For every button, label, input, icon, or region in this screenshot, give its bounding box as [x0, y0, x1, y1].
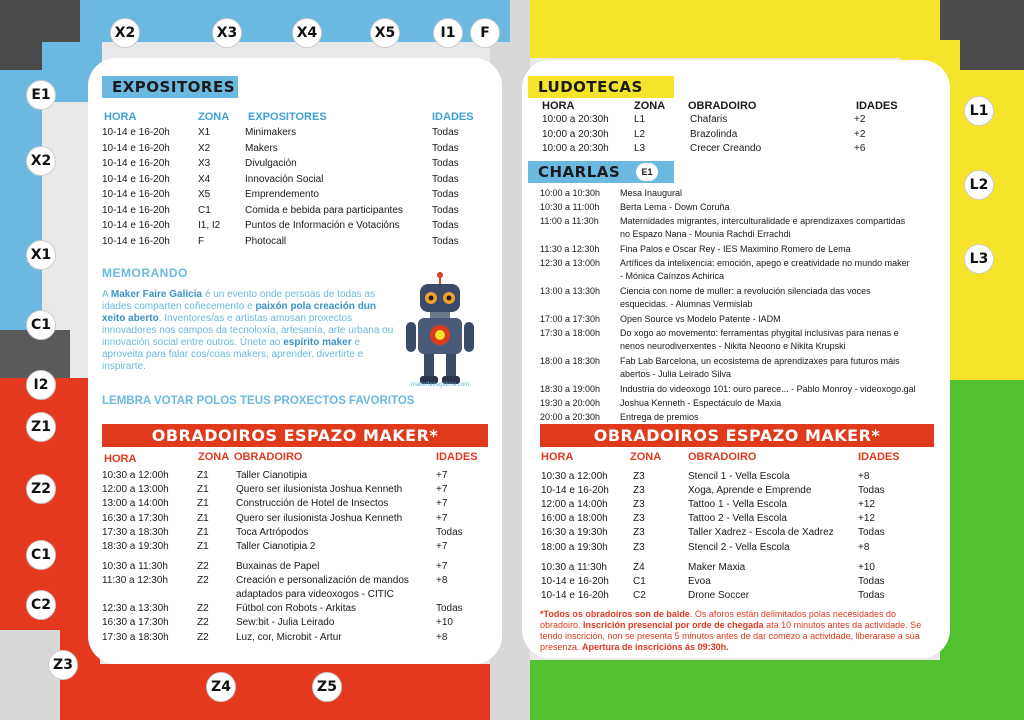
note-bold-3: Apertura de inscricións ás 09:30h. — [582, 642, 729, 652]
row-hora: 10:00 a 20:30h — [542, 114, 609, 125]
zone-marker-e1: E1 — [26, 80, 56, 110]
note-bold-1: *Todos os obradoiros son de balde — [540, 609, 690, 619]
row-hora: 12:30 a 13:30h — [102, 603, 169, 614]
row-charla: Open Source vs Modelo Patente - IADM — [620, 314, 781, 324]
row-idades: +2 — [854, 128, 866, 140]
expositores-header-expositores: EXPOSITORES — [248, 111, 327, 123]
row-charla: Joshua Kenneth - Espectáculo de Maxia — [620, 398, 782, 408]
row-hora: 10:30 a 12:00h — [541, 471, 608, 482]
row-hora: 10-14 e 16-20h — [102, 173, 170, 185]
row-idades: Todas — [432, 235, 459, 247]
row-idades: Todas — [436, 603, 463, 614]
row-idades: +10 — [858, 562, 875, 573]
row-zona: C1 — [198, 204, 211, 216]
row-hora: 17:30 a 18:30h — [102, 527, 169, 538]
row-obradoiro: Luz, cor, Microbit - Artur — [236, 632, 342, 643]
zone-marker-c2: C2 — [26, 590, 56, 620]
row-hora: 18:30 a 19:30h — [102, 541, 169, 552]
zone-marker-z4: Z4 — [206, 672, 236, 702]
zone-marker-x3: X3 — [212, 18, 242, 48]
row-zona: Z3 — [633, 471, 645, 482]
green-zone-bottom — [530, 660, 950, 720]
row-idades: Todas — [858, 485, 885, 496]
row-zona: Z2 — [197, 575, 209, 586]
ludotecas-header-zona: ZONA — [634, 100, 666, 112]
obradoiros-left-row — [102, 527, 502, 539]
row-idades: Todas — [432, 127, 459, 138]
row-charla: Berta Lema - Down Coruña — [620, 202, 730, 212]
row-hora: 10-14 e 16-20h — [102, 204, 170, 216]
row-zona: Z3 — [633, 499, 645, 510]
row-hora: 10-14 e 16-20h — [102, 142, 170, 154]
row-hora: 17:30 a 18:30h — [102, 632, 169, 643]
row-idades: +7 — [436, 470, 448, 481]
row-idades: +7 — [436, 541, 448, 552]
row-expositor: Innovación Social — [245, 173, 324, 185]
charlas-row — [540, 411, 940, 423]
robot-mascot-image — [402, 272, 478, 388]
zone-marker-x5: X5 — [370, 18, 400, 48]
row-hora: 13:00 a 14:00h — [102, 498, 169, 509]
row-hora: 10:30 a 11:00h — [540, 202, 600, 212]
row-hora: 16:30 a 19:30h — [541, 527, 608, 538]
row-hora: 10:30 a 11:30h — [541, 562, 607, 573]
row-obradoiro: Stencil 1 - Vella Escola — [688, 471, 790, 482]
obradoiros-right-title: OBRADOIROS ESPAZO MAKER* — [540, 424, 934, 447]
row-idades: +12 — [858, 499, 875, 510]
note-bold-2: Inscrición presencial por orde de chegada — [583, 620, 764, 630]
obradoiros-left-row — [102, 498, 502, 510]
obradoiros-right-row — [541, 562, 941, 574]
obradoiros-left-row — [102, 575, 502, 600]
row-expositor: Comida e bebida para participantes — [245, 204, 403, 216]
row-hora: 10-14 e 16-20h — [541, 590, 609, 601]
zone-marker-z2: Z2 — [26, 474, 56, 504]
charlas-row — [540, 383, 940, 395]
row-obradoiro: Creación e personalización de mandos — [236, 575, 409, 586]
row-hora: 16:30 a 17:30h — [102, 617, 169, 628]
zone-marker-x2-left: X2 — [26, 146, 56, 176]
expositores-row — [102, 189, 502, 201]
obradoiros-left-title: OBRADOIROS ESPAZO MAKER* — [102, 424, 488, 447]
obradoiros-right-header-zona: ZONA — [630, 451, 662, 463]
charlas-row — [540, 327, 940, 351]
row-hora: 18:00 a 19:30h — [541, 542, 608, 553]
charlas-row — [540, 285, 940, 309]
lembra-votar-text: LEMBRA VOTAR POLOS TEUS PROXECTOS FAVORITOS — [102, 395, 415, 407]
row-obradoiro: Xoga, Aprende e Emprende — [688, 485, 812, 496]
row-hora: 18:30 a 19:00h — [540, 384, 601, 394]
row-hora: 18:00 a 18:30h — [540, 356, 601, 366]
row-charla-line2: no Espazo Nana - Mounia Rachdi Errachdi — [620, 229, 791, 239]
charlas-row — [540, 201, 940, 213]
expositores-row — [102, 158, 502, 170]
zone-marker-f: F — [470, 18, 500, 48]
green-zone-right — [940, 380, 1024, 720]
memo-text-4: e aproveita para falar cos/coas makers, aprender, divertirte e inspirarte. — [102, 337, 364, 372]
zone-marker-l3: L3 — [964, 244, 994, 274]
row-zona: C2 — [633, 590, 646, 601]
obradoiros-left-row — [102, 603, 502, 615]
obradoiros-right-row — [541, 471, 941, 483]
row-idades: Todas — [432, 220, 459, 231]
row-charla: Fina Palos e Oscar Rey - IES Maximino Romero de Lema — [620, 244, 851, 254]
row-zona: X3 — [198, 158, 211, 169]
row-zona: Z3 — [633, 513, 645, 524]
charlas-zone-marker: E1 — [636, 163, 658, 181]
row-obradoiro: Tattoo 1 - Vella Escola — [688, 499, 787, 510]
row-idades: +8 — [858, 471, 870, 482]
row-hora: 12:00 a 14:00h — [541, 499, 608, 510]
obradoiros-right-row — [541, 513, 941, 525]
memo-text-1: A — [102, 289, 111, 300]
row-obradoiro: Quero ser ilusionista Joshua Kenneth — [236, 513, 403, 524]
ludotecas-header-idades: IDADES — [856, 100, 898, 112]
obradoiros-left-row — [102, 470, 502, 482]
row-idades: +8 — [858, 542, 870, 553]
ludotecas-header-obradoiro: OBRADOIRO — [688, 100, 757, 112]
row-hora: 10:00 a 20:30h — [542, 143, 609, 154]
row-idades: Todas — [858, 527, 885, 538]
obradoiros-right-header-idades: IDADES — [858, 451, 900, 463]
expositores-row — [102, 127, 502, 139]
row-obradoiro: Evoa — [688, 576, 711, 587]
charlas-row — [540, 397, 940, 409]
row-obradoiro: Chafaris — [690, 114, 728, 125]
charlas-row — [540, 313, 940, 325]
charlas-row — [540, 187, 940, 199]
row-obradoiro: Maker Maxia — [688, 562, 746, 573]
row-zona: L2 — [634, 128, 646, 140]
row-obradoiro: Tattoo 2 - Vella Escola — [688, 513, 787, 524]
row-zona: I1, I2 — [198, 220, 221, 231]
row-idades: Todas — [858, 576, 885, 587]
row-hora: 10-14 e 16-20h — [102, 189, 170, 200]
memo-text-3: . Inventores/as e artistas amosan proxectos innovadores nos campos da tecnoloxía, artesanía, arte urbana ou innovación social entre outros. Únete ao — [102, 313, 394, 348]
obradoiros-right-header-hora: HORA — [541, 451, 574, 463]
zone-marker-c1-upper: C1 — [26, 310, 56, 340]
row-obradoiro: Stencil 2 - Vella Escola — [688, 542, 790, 553]
blue-zone-left — [0, 70, 42, 340]
row-hora: 10-14 e 16-20h — [541, 485, 609, 496]
memorando-title: MEMORANDO — [102, 266, 188, 280]
obradoiros-note — [540, 609, 930, 653]
row-zona: Z1 — [197, 484, 209, 495]
row-hora: 10-14 e 16-20h — [102, 127, 170, 138]
obradoiros-right-row — [541, 499, 941, 511]
row-zona: Z1 — [197, 513, 209, 524]
obradoiros-left-header-zona: ZONA — [198, 451, 230, 463]
row-hora: 16:00 a 18:00h — [541, 513, 608, 524]
row-charla: Ciencia con nome de muller: a revolución silenciada das voces — [620, 286, 871, 296]
obradoiros-right-row — [541, 485, 941, 497]
row-hora: 10-14 e 16-20h — [102, 158, 170, 169]
row-zona: Z1 — [197, 498, 209, 509]
row-zona: Z2 — [197, 603, 209, 614]
row-idades: +10 — [436, 617, 453, 628]
row-charla: Entrega de premios — [620, 412, 699, 422]
row-zona: Z3 — [633, 542, 645, 553]
row-zona: Z3 — [633, 527, 645, 538]
obradoiros-left-row — [102, 617, 502, 629]
row-zona: X5 — [198, 189, 211, 200]
row-expositor: Divulgación — [245, 158, 297, 169]
row-hora: 17:00 a 17:30h — [540, 314, 601, 324]
row-hora: 19:30 a 20:00h — [540, 398, 601, 408]
row-hora: 11:30 a 12:30h — [102, 575, 168, 586]
row-zona: Z2 — [197, 617, 209, 628]
obradoiros-right-header-obradoiro: OBRADOIRO — [688, 451, 757, 463]
row-hora: 16:30 a 17:30h — [102, 513, 169, 524]
row-zona: L1 — [634, 114, 646, 125]
row-hora: 10:30 a 12:00h — [102, 470, 169, 481]
row-obradoiro: Toca Artrópodos — [236, 527, 309, 538]
row-charla: Fab Lab Barcelona, un ecosistema de aprendizaxes para futuros máis — [620, 356, 900, 366]
row-hora: 13:00 a 13:30h — [540, 286, 601, 296]
obradoiros-left-header-obradoiro: OBRADOIRO — [234, 451, 303, 463]
row-idades: +6 — [854, 143, 866, 154]
charlas-row — [540, 215, 940, 239]
row-idades: +8 — [436, 575, 448, 586]
obradoiros-right-row — [541, 542, 941, 554]
expositores-row — [102, 220, 502, 232]
zone-marker-x4: X4 — [292, 18, 322, 48]
zone-marker-z1: Z1 — [26, 412, 56, 442]
row-obradoiro: Drone Soccer — [688, 590, 750, 601]
expositores-row — [102, 205, 502, 217]
row-obradoiro: Buxainas de Papel — [236, 561, 320, 572]
obradoiros-right-row — [541, 576, 941, 588]
zone-marker-l2: L2 — [964, 170, 994, 200]
row-charla: Industria do videoxogo 101: ouro parece... - Pablo Monroy - videoxogo.gal — [620, 384, 916, 394]
row-obradoiro: Fútbol con Robots - Arkitas — [236, 603, 357, 614]
row-charla-line2: esquecidas. - Alumnas Vermislab — [620, 299, 753, 309]
row-charla: Maternidades migrantes, interculturalidade e aprendizaxes compartidas — [620, 216, 906, 226]
row-zona: X1 — [198, 127, 211, 138]
zone-marker-l1: L1 — [964, 96, 994, 126]
row-obradoiro: Construcción de Hotel de Insectos — [236, 498, 389, 509]
expositores-row — [102, 143, 502, 155]
obradoiros-left-row — [102, 561, 502, 573]
memo-bold-1: Maker Faire Galicia — [110, 289, 203, 300]
note-text-1: . Os aforos están delimitados polas necesidades do obradoiro. — [540, 609, 896, 630]
row-obradoiro-line2: adaptados para videoxogos - CITIC — [236, 589, 394, 600]
row-idades: +2 — [854, 114, 866, 125]
row-obradoiro: Brazolinda — [690, 128, 738, 140]
row-idades: +7 — [436, 484, 448, 495]
zone-marker-i2: I2 — [26, 370, 56, 400]
row-expositor: Photocall — [245, 235, 287, 247]
row-hora: 20:00 a 20:30h — [540, 412, 601, 422]
obradoiros-right-row — [541, 590, 941, 602]
row-idades: +7 — [436, 561, 448, 572]
row-idades: Todas — [432, 142, 459, 154]
row-expositor: Makers — [245, 142, 278, 154]
row-zona: Z1 — [197, 527, 209, 538]
row-obradoiro: Crecer Creando — [690, 143, 762, 154]
row-zona: Z2 — [197, 561, 209, 572]
obradoiros-left-header-hora: HORA — [104, 453, 137, 465]
row-hora: 17:30 a 18:00h — [540, 328, 601, 338]
row-idades: Todas — [432, 204, 459, 216]
row-obradoiro: Quero ser ilusionista Joshua Kenneth — [236, 484, 403, 495]
row-idades: Todas — [432, 189, 459, 200]
expositores-header-idades: IDADES — [432, 111, 474, 123]
row-hora: 12:30 a 13:00h — [540, 258, 601, 268]
row-hora: 11:30 a 12:30h — [540, 244, 600, 254]
ludotecas-row — [542, 129, 942, 141]
row-idades: +12 — [858, 513, 875, 524]
row-hora: 10-14 e 16-20h — [102, 235, 170, 247]
obradoiros-left-row — [102, 541, 502, 553]
row-hora: 12:00 a 13:00h — [102, 484, 169, 495]
row-hora: 10-14 e 16-20h — [541, 576, 609, 587]
row-idades: Todas — [432, 158, 459, 169]
ludotecas-header-hora: HORA — [542, 100, 575, 112]
expositores-title: EXPOSITORES — [102, 76, 238, 98]
zone-marker-c1-lower: C1 — [26, 540, 56, 570]
row-zona: Z1 — [197, 541, 209, 552]
red-zone-bottom — [100, 664, 490, 720]
row-hora: 10:00 a 20:30h — [542, 128, 609, 140]
row-zona: C1 — [633, 576, 646, 587]
row-expositor: Puntos de Información e Votacións — [245, 220, 400, 231]
row-zona: X2 — [198, 142, 211, 154]
row-obradoiro: Taller Cianotipia — [236, 470, 308, 481]
row-hora: 10:30 a 11:30h — [102, 561, 168, 572]
zone-marker-x2-top: X2 — [110, 18, 140, 48]
note-text-2: ata 10 minutos antes da actividade. Se tendo inscrición, non se presenta 5 minutos antes de dar comezo a actividade, liberarase a súa presenza. — [540, 620, 922, 652]
row-expositor: Emprendemento — [245, 189, 319, 200]
row-hora: 11:00 a 11:30h — [540, 216, 599, 226]
obradoiros-left-row — [102, 632, 502, 644]
row-zona: L3 — [634, 143, 646, 154]
memo-bold-2: paixón pola creación dun xeito aberto — [102, 301, 377, 324]
row-charla-line2: nenos neurodiverxentes - Nikita Neoono e Nikita Krupski — [620, 341, 846, 351]
row-hora: 10:00 a 10:30h — [540, 188, 601, 198]
yellow-zone-top — [530, 0, 940, 58]
charlas-row — [540, 355, 940, 379]
ludotecas-row — [542, 114, 942, 126]
charlas-row — [540, 243, 940, 255]
charlas-row — [540, 257, 940, 281]
row-expositor: Minimakers — [245, 127, 297, 138]
ludotecas-title: LUDOTECAS — [528, 76, 674, 98]
row-obradoiro: Taller Cianotipia 2 — [236, 541, 316, 552]
robot-caption: makerfairegalicia.com — [410, 382, 470, 388]
row-charla: Mesa Inaugural — [620, 188, 683, 198]
row-hora: 10-14 e 16-20h — [102, 220, 170, 231]
row-charla-line2: - Mónica Caínzos Achirica — [620, 271, 725, 281]
row-charla-line2: abertos - Julia Leirado Silva — [620, 369, 732, 379]
obradoiros-left-row — [102, 513, 502, 525]
expositores-header-zona: ZONA — [198, 111, 230, 123]
row-zona: X4 — [198, 173, 211, 185]
row-zona: Z4 — [633, 562, 645, 573]
row-idades: Todas — [858, 590, 885, 601]
zone-marker-z3: Z3 — [48, 650, 78, 680]
row-idades: +7 — [436, 498, 448, 509]
obradoiros-right-row — [541, 527, 941, 539]
obradoiros-left-row — [102, 484, 502, 496]
obradoiros-left-header-idades: IDADES — [436, 451, 478, 463]
expositores-header-hora: HORA — [104, 111, 137, 123]
row-zona: F — [198, 235, 205, 247]
zone-marker-i1: I1 — [433, 18, 463, 48]
row-zona: Z3 — [633, 485, 645, 496]
expositores-row — [102, 236, 502, 248]
row-zona: Z1 — [197, 470, 209, 481]
row-obradoiro: Taller Xadrez - Escola de Xadrez — [688, 527, 834, 538]
row-idades: +7 — [436, 513, 448, 524]
zone-marker-z5: Z5 — [312, 672, 342, 702]
row-charla: Do xogo ao movemento: ferramentas phygital inclusivas para nenas e — [620, 328, 899, 338]
zone-marker-x1: X1 — [26, 240, 56, 270]
memorando-text — [102, 289, 402, 373]
row-obradoiro: Sew:bit - Julia Leirado — [236, 617, 335, 628]
memo-text-2: é un evento onde persoas de todas as idades comparten coñecemento e — [102, 289, 375, 312]
row-idades: Todas — [436, 527, 463, 538]
row-zona: Z2 — [197, 632, 209, 643]
row-charla: Artífices da intelixencia: emoción, apego e creatividade no mundo maker — [620, 258, 910, 268]
charlas-title: CHARLAS — [528, 161, 674, 183]
expositores-row — [102, 174, 502, 186]
memo-bold-3: espírito maker — [283, 337, 352, 348]
row-idades: Todas — [432, 173, 459, 185]
ludotecas-row — [542, 143, 942, 155]
row-idades: +8 — [436, 632, 448, 643]
